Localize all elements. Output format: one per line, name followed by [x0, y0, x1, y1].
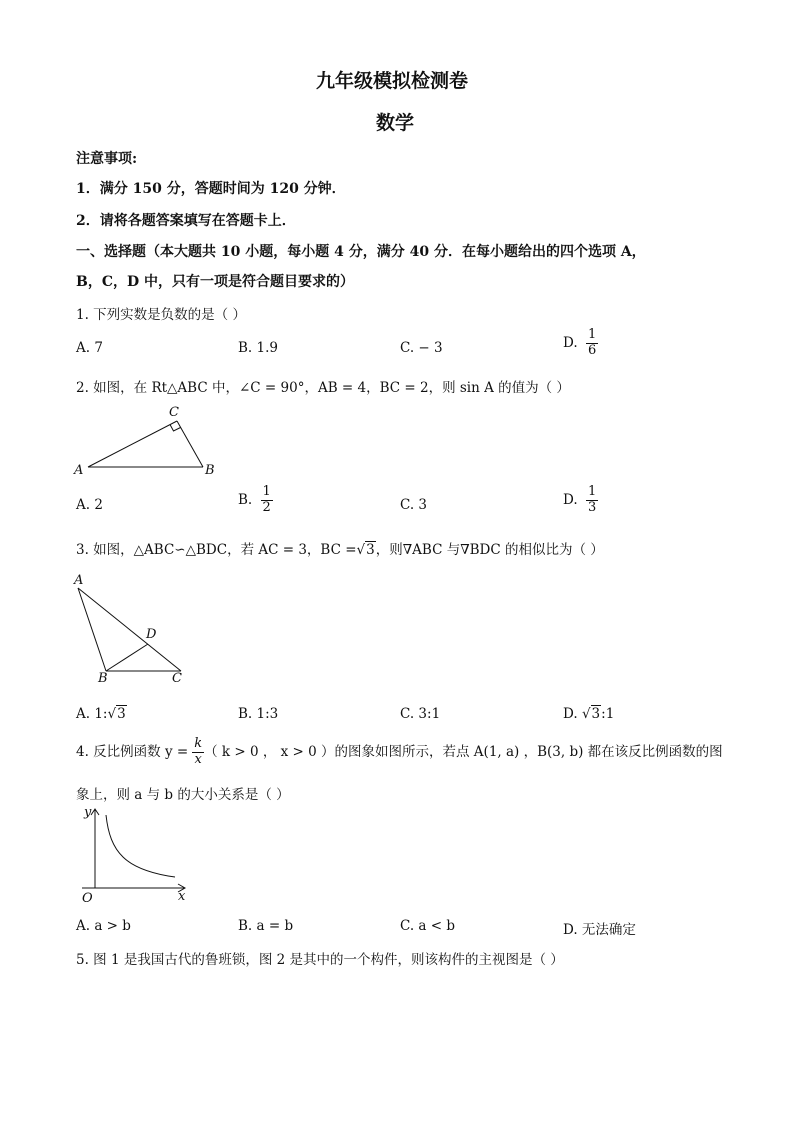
q4-option-d: D. 无法确定 — [563, 922, 636, 938]
q4-stem-end: （ k > 0 ， x > 0 ）的图象如图所示，若点 A(1, a) ，B(3, b) 都在该反比例函数的图 — [204, 743, 723, 760]
q3-option-a-label: A. 1: — [76, 706, 108, 722]
q2-option-c: C. 3 — [400, 497, 428, 513]
q1-stem: 1. 下列实数是负数的是（ ） — [76, 307, 246, 323]
note-item-2: 2．请将各题答案填写在答题卡上． — [76, 213, 296, 229]
q3-option-d-label: D. — [563, 706, 578, 722]
q1-option-c: C. − 3 — [400, 340, 443, 356]
q3-option-d-ratio: :1 — [601, 706, 615, 722]
q1-option-d-label: D. — [563, 334, 578, 351]
q4-option-a: A. a > b — [76, 918, 131, 934]
fraction-numerator: k — [194, 736, 203, 751]
q2-option-d-fraction — [586, 485, 598, 516]
q3-label-c: C — [172, 671, 182, 685]
q3-stem — [76, 538, 604, 558]
q2-option-b — [238, 485, 273, 516]
q4-stem — [76, 737, 723, 768]
sqrt-radicand: 3 — [591, 706, 601, 722]
sqrt-symbol: √3 — [581, 706, 601, 722]
q3-triangle-figure — [70, 570, 200, 685]
q4-label-y: y — [84, 805, 92, 820]
q2-option-a: A. 2 — [76, 497, 103, 513]
subject-title: 数学 — [376, 112, 415, 134]
q2-option-d-label: D. — [563, 491, 578, 508]
q5-stem: 5. 图 1 是我国古代的鲁班锁，图 2 是其中的一个构件，则该构件的主视图是（ ） — [76, 952, 564, 968]
q4-label-o: O — [82, 891, 93, 906]
q2-option-b-fraction — [261, 485, 273, 516]
q2-label-b: B — [205, 463, 215, 478]
q1-option-b: B. 1.9 — [238, 340, 278, 356]
fraction-numerator: 1 — [587, 484, 597, 499]
sqrt-radicand: 3 — [366, 542, 375, 558]
q2-option-d — [563, 485, 598, 516]
q3-label-b: B — [98, 671, 108, 685]
q3-label-d: D — [146, 627, 157, 642]
q4-graph-figure — [70, 800, 200, 910]
section-heading-line1: 一、选择题（本大题共 10 小题，每小题 4 分，满分 40 分．在每小题给出的四个选项 A， — [76, 244, 646, 260]
q4-stem-line2: 象上，则 a 与 b 的大小关系是（ ） — [76, 787, 290, 803]
q4-stem-fraction — [192, 737, 204, 768]
q1-option-d-fraction — [586, 328, 598, 359]
q4-label-x: x — [178, 889, 186, 904]
q1-option-a: A. 7 — [76, 340, 103, 356]
q2-triangle-figure — [70, 400, 230, 480]
exam-title: 九年级模拟检测卷 — [316, 70, 469, 92]
q4-option-b: B. a = b — [238, 918, 294, 934]
q2-label-a: A — [74, 463, 84, 478]
notes-heading: 注意事项: — [76, 151, 138, 167]
fraction-denominator: 3 — [587, 499, 597, 515]
q3-option-c: C. 3:1 — [400, 706, 441, 722]
q4-stem-start: 4. 反比例函数 y = — [76, 743, 189, 760]
q2-option-b-label: B. — [238, 491, 253, 508]
fraction-numerator: 1 — [262, 484, 271, 499]
q4-option-c: C. a < b — [400, 918, 456, 934]
fraction-denominator: 6 — [587, 342, 597, 358]
sqrt-symbol: √3 — [107, 706, 126, 722]
fraction-numerator: 1 — [587, 327, 597, 342]
q2-stem: 2. 如图，在 Rt△ABC 中，∠C = 90°，AB = 4，BC = 2，则 sin A 的值为（ ） — [76, 380, 570, 396]
sqrt-radicand: 3 — [117, 706, 126, 722]
q3-stem-end: ，则∇ABC 与∇BDC 的相似比为（ ） — [375, 542, 604, 558]
q1-option-d — [563, 328, 598, 359]
section-heading-line2: B，C，D 中，只有一项是符合题目要求的） — [76, 274, 354, 290]
q3-option-b: B. 1:3 — [238, 706, 279, 722]
q3-stem-start: 3. 如图，△ABC∽△BDC，若 AC = 3，BC = — [76, 542, 357, 558]
sqrt-symbol: √3 — [356, 542, 375, 558]
q3-option-a — [76, 706, 127, 722]
q3-option-d — [563, 706, 614, 722]
fraction-denominator: 2 — [262, 499, 271, 515]
q2-label-c: C — [169, 405, 179, 420]
fraction-denominator: x — [194, 751, 202, 767]
note-item-1: 1．满分 150 分，答题时间为 120 分钟． — [76, 181, 346, 197]
q3-label-a: A — [74, 573, 84, 588]
